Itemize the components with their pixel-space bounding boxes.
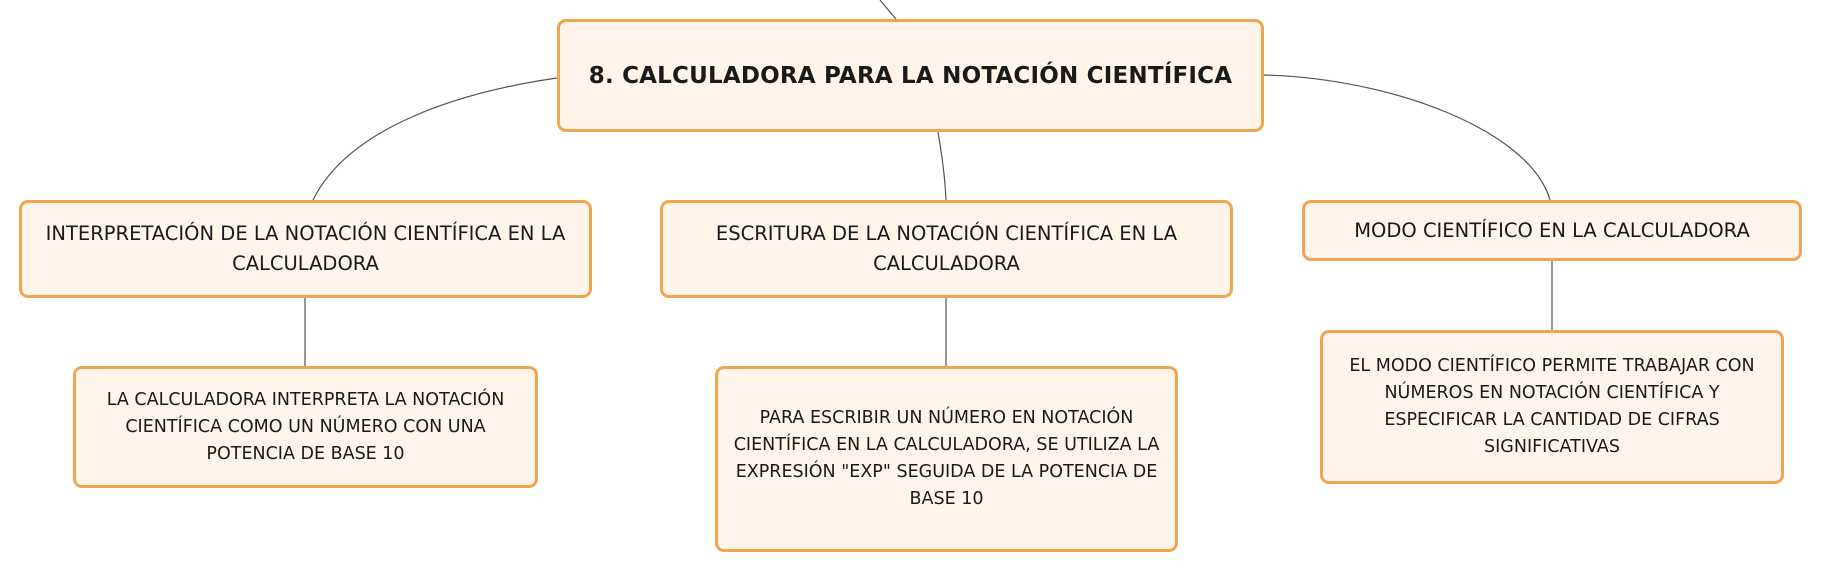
detail-text-escritura: PARA ESCRIBIR UN NÚMERO EN NOTACIÓN CIENTÍFICA EN LA CALCULADORA, SE UTILIZA LA EXPRESIÓN "EXP" SEGUIDA DE LA POTENCIA DE BASE 10 [733, 408, 1160, 509]
branch-label-escritura: ESCRITURA DE LA NOTACIÓN CIENTÍFICA EN LA CALCULADORA [715, 222, 1178, 275]
detail-text-interpretacion: LA CALCULADORA INTERPRETA LA NOTACIÓN CIENTÍFICA COMO UN NÚMERO CON UNA POTENCIA DE BASE 10 [106, 389, 505, 464]
branch-node-escritura[interactable] [660, 200, 1233, 298]
branch-node-modo-cientifico[interactable] [1302, 200, 1802, 261]
root-topic-label: 8. CALCULADORA PARA LA NOTACIÓN CIENTÍFICA [588, 62, 1233, 89]
detail-node-modo-cientifico[interactable] [1320, 330, 1784, 484]
connector-root-to-branch-1 [313, 78, 557, 200]
detail-text-modo-cientifico: EL MODO CIENTÍFICO PERMITE TRABAJAR CON NÚMEROS EN NOTACIÓN CIENTÍFICA Y ESPECIFICAR LA CANTIDAD DE CIFRAS SIGNIFICATIVAS [1349, 356, 1755, 457]
root-topic-node[interactable] [557, 19, 1264, 132]
branch-label-modo-cientifico: MODO CIENTÍFICO EN LA CALCULADORA [1354, 218, 1750, 242]
connector-root-to-branch-2 [938, 132, 946, 200]
connector-root-to-branch-3 [1264, 75, 1550, 200]
detail-node-escritura[interactable] [715, 366, 1178, 552]
connector-parent-to-root [880, 0, 896, 19]
branch-node-interpretacion[interactable] [19, 200, 592, 298]
detail-node-interpretacion[interactable] [73, 366, 538, 488]
branch-label-interpretacion: INTERPRETACIÓN DE LA NOTACIÓN CIENTÍFICA EN LA CALCULADORA [45, 222, 566, 275]
